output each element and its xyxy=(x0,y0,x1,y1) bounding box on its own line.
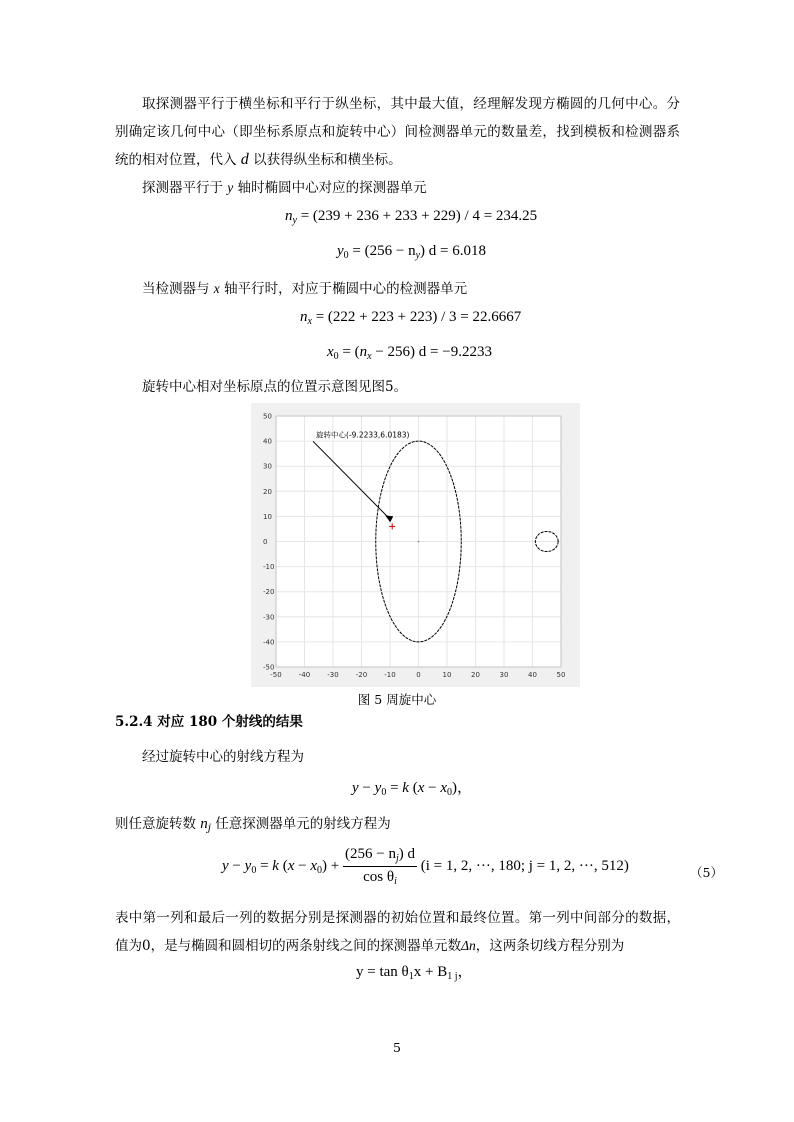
ray-equation-intro: 经过旋转中心的射线方程为 xyxy=(142,749,304,765)
figure-caption: 图 5 周旋中心 xyxy=(357,692,437,707)
x-tick-label: -40 xyxy=(298,671,311,679)
origin-point xyxy=(418,541,420,543)
section-heading: 5.2.4 对应 180 个射线的结果 xyxy=(115,714,303,730)
y-tick-label: -20 xyxy=(263,588,275,597)
x-tick-label: 20 xyxy=(471,671,480,679)
equation-y0: $y_0 = (256 - n_y) d = 6.018$ xyxy=(337,243,487,261)
equation-ray: $y - y_0 = k$ $(x - x_0)$， xyxy=(352,780,473,798)
y-tick-label: -10 xyxy=(263,563,275,572)
equation-5-fraction: $\frac{(256 - n_j) d}{\cos \theta_i}$ xyxy=(344,846,415,887)
x-tick-label: 40 xyxy=(528,671,537,679)
x-tick-label: -50 xyxy=(270,671,282,679)
x-tick-label: 50 xyxy=(556,671,566,679)
rotation-center-plot xyxy=(251,403,580,687)
x-tick-label: -10 xyxy=(384,671,396,679)
y-tick-label: -50 xyxy=(263,663,275,672)
x-tick-label: -30 xyxy=(327,671,339,679)
y-tick-label: 10 xyxy=(263,512,272,521)
y-tick-label: 40 xyxy=(263,437,272,446)
y-tick-label: 50 xyxy=(263,412,272,421)
y-tick-label: -30 xyxy=(263,613,275,622)
equation-number: （5） xyxy=(690,865,723,880)
y-tick-label: 0 xyxy=(263,538,268,546)
x-tick-label: 10 xyxy=(442,671,452,679)
equation-5: $y - y_0 = k$ $(x - x_0)$ + $\frac{(256 - n_j) d}{\cos \theta_i}$ (i = 1, 2, ···, 180; j = 1, 2, ···, 512) xyxy=(222,846,629,887)
x-tick-label: 30 xyxy=(499,671,509,679)
y-tick-label: 20 xyxy=(263,487,272,496)
rotation-center-figure xyxy=(251,403,580,687)
y-axis-detector-paragraph: 探测器平行于 y 轴时椭圆中心对应的探测器单元 xyxy=(142,180,427,196)
y-tick-label: 30 xyxy=(263,462,272,471)
equation-tangent: $y = \tan \theta_1x + B_{1 j}$， xyxy=(356,964,473,982)
y-tick-label: -40 xyxy=(263,638,275,647)
x-tick-label: 0 xyxy=(416,671,421,679)
table-explanation-paragraph: 表中第一列和最后一列的数据分别是探测器的初始位置和最终位置。第一列中间部分的数据，值为0，是与椭圆和圆相切的两条射线之间的探测器单元数Δn，这两条切线方程分别为 xyxy=(115,910,680,954)
equation-ny: $n_y = (239 + 236 + 233 + 229) / 4 = 234.25$ xyxy=(285,208,538,226)
intro-paragraph: 取探测器平行于横坐标和平行于纵坐标，其中最大值，经理解发现方椭圆的几何中心。分别确定该几何中心（即坐标系原点和旋转中心）间检测器单元的数量差，找到模板和检测器系统的相对位置，代入 d 以获得纵坐标和横坐标。 xyxy=(115,96,680,168)
equation-x0: $x_0 = (n_x - 256) d = -9.2233$ xyxy=(327,344,492,362)
x-axis-detector-paragraph: 当检测器与 x 轴平行时，对应于椭圆中心的检测器单元 xyxy=(142,281,468,297)
general-ray-paragraph: 则任意旋转数 $n_j$ 任意探测器单元的射线方程为 xyxy=(115,816,391,834)
equation-nx: $n_x = (222 + 223 + 223) / 3 = 22.6667$ xyxy=(300,309,522,327)
figure-reference-paragraph: 旋转中心相对坐标原点的位置示意图见图5。 xyxy=(142,379,408,395)
page-number: 5 xyxy=(393,1040,401,1055)
x-tick-label: -20 xyxy=(355,671,368,679)
annotation-label: 旋转中心(-9.2233,6.0183) xyxy=(316,430,410,440)
